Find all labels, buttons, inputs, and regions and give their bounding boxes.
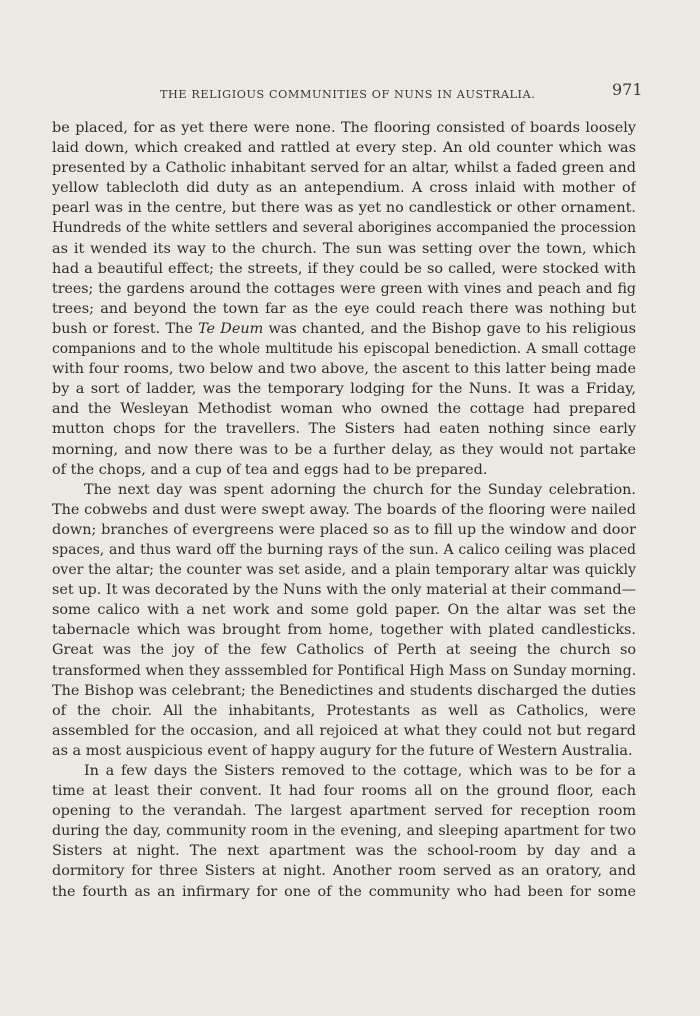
text-line: yellow tablecloth did duty as an antependium. A cross inlaid with mother of <box>52 180 636 197</box>
text-line: with four rooms, two below and two above, the ascent to this latter being made <box>52 361 636 378</box>
text-line: spaces, and thus ward off the burning rays of the sun. A calico ceiling was placed <box>52 541 636 558</box>
text-line: laid down, which creaked and rattled at every step. An old counter which was <box>52 140 636 157</box>
text-line: be placed, for as yet there were none. The flooring consisted of boards loosely <box>52 120 636 136</box>
text-line: morning, and now there was to be a further delay, as they would not partake <box>52 441 636 458</box>
text-line: opening to the verandah. The largest apartment served for reception room <box>52 803 636 820</box>
text-line: Sisters at night. The next apartment was the school-room by day and a <box>52 843 636 860</box>
text-line: tabernacle which was brought from home, together with plated candlesticks. <box>52 622 636 639</box>
text-line: during the day, community room in the evening, and sleeping apartment for two <box>52 823 636 840</box>
paragraph-start-line: The next day was spent adorning the church for the Sunday celebration. <box>84 481 636 498</box>
text-line: some calico with a net work and some gold paper. On the altar was set the <box>52 602 636 619</box>
text-line: as it wended its way to the church. The sun was setting over the town, which <box>52 240 636 257</box>
text-line: The cobwebs and dust were swept away. The boards of the flooring were nailed <box>52 501 636 518</box>
italic-title: Te Deum <box>198 320 264 337</box>
text-line: time at least their convent. It had four rooms all on the ground floor, each <box>52 783 636 800</box>
text-line: companions and to the whole multitude his episcopal benediction. A small cottage <box>52 341 636 358</box>
body-text <box>52 118 636 902</box>
text-line: The Bishop was celebrant; the Benedictines and students discharged the duties <box>52 682 636 699</box>
text-line: the fourth as an infirmary for one of the community who had been for some <box>52 883 636 900</box>
text-line: had a beautiful effect; the streets, if they could be so called, were stocked with <box>52 260 636 277</box>
text-line: Great was the joy of the few Catholics of Perth at seeing the church so <box>52 642 636 659</box>
text-line: by a sort of ladder, was the temporary lodging for the Nuns. It was a Friday, <box>52 381 636 398</box>
text-line: and the Wesleyan Methodist woman who owned the cottage had prepared <box>52 401 636 418</box>
text-line: dormitory for three Sisters at night. Another room served as an oratory, and <box>52 863 636 880</box>
text-line: pearl was in the centre, but there was as yet no candlestick or other ornament. <box>52 200 636 217</box>
paragraph-end-line: of the chops, and a cup of tea and eggs had to be prepared. <box>52 461 488 478</box>
text-line: assembled for the occasion, and all rejoiced at what they could not but regard <box>52 722 636 739</box>
text-line: of the choir. All the inhabitants, Protestants as well as Catholics, were <box>52 702 636 719</box>
text-line: mutton chops for the travellers. The Sisters had eaten nothing since early <box>52 421 636 438</box>
paragraph-start-line: In a few days the Sisters removed to the cottage, which was to be for a <box>84 763 636 779</box>
text-line: set up. It was decorated by the Nuns with the only material at their command— <box>52 582 636 599</box>
paragraph-end-line: as a most auspicious event of happy augury for the future of Western Australia. <box>52 742 633 759</box>
text-line: over the altar; the counter was set aside, and a plain temporary altar was quickly <box>52 562 636 579</box>
text-line: trees; and beyond the town far as the eye could reach there was nothing but <box>52 300 636 317</box>
text-line: Hundreds of the white settlers and several aborigines accompanied the procession <box>52 220 636 237</box>
text-line: presented by a Catholic inhabitant served for an altar, whilst a faded green and <box>52 160 636 177</box>
text-line: bush or forest. The Te Deum was chanted, and the Bishop gave to his religious <box>52 320 636 337</box>
page-number: 971 <box>612 80 643 99</box>
running-title: THE RELIGIOUS COMMUNITIES OF NUNS IN AUSTRALIA. <box>160 88 536 101</box>
text-line: transformed when they asssembled for Pontifical High Mass on Sunday morning. <box>52 662 636 679</box>
text-line: down; branches of evergreens were placed so as to fill up the window and door <box>52 521 636 538</box>
text-line: trees; the gardens around the cottages were green with vines and peach and fig <box>52 280 636 297</box>
